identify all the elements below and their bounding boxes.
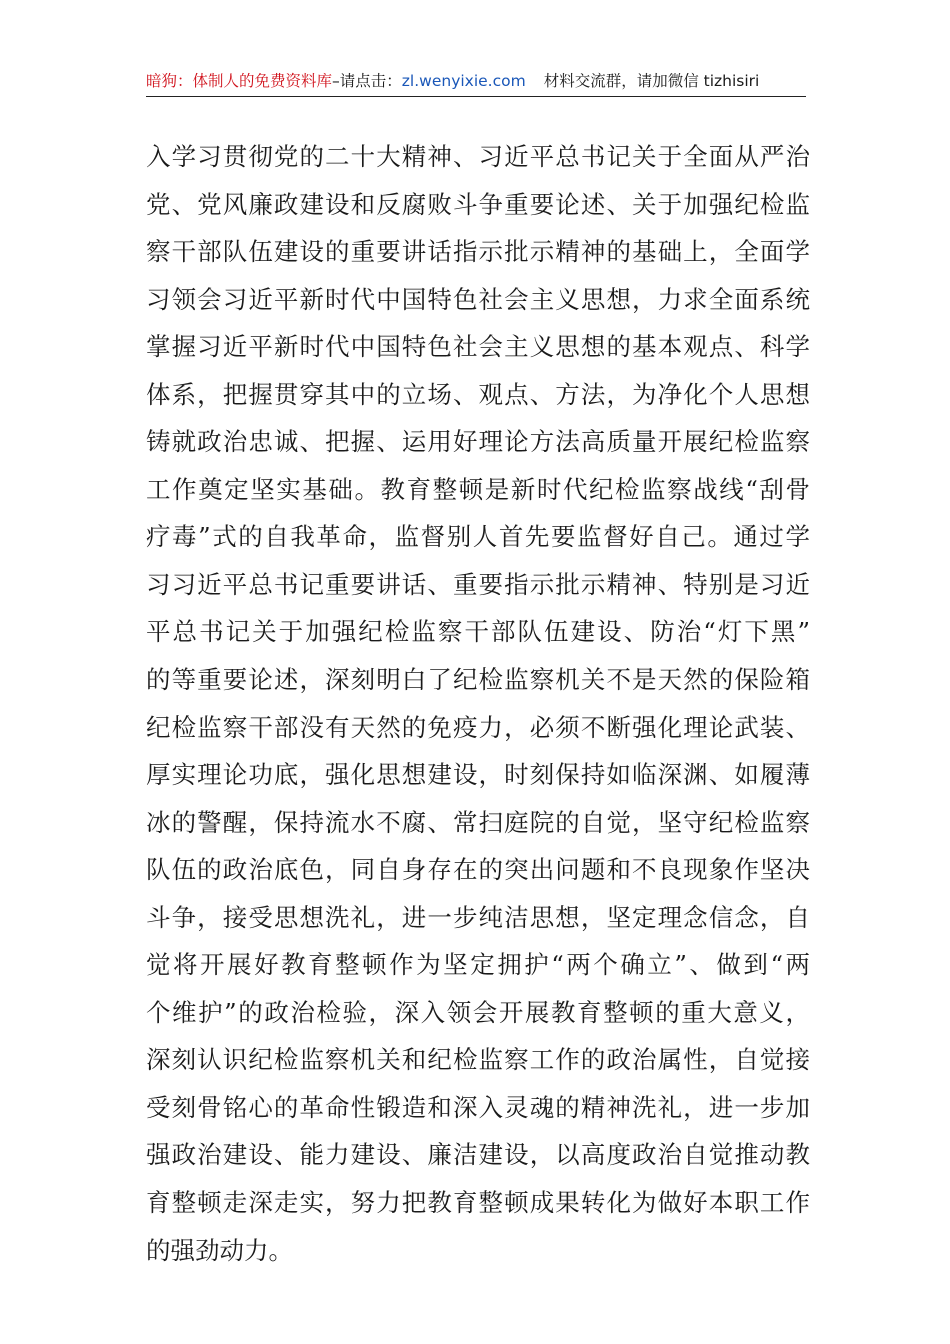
body-line-16: 队伍的政治底色，同自身存在的突出问题和不良现象作坚决 [146, 855, 810, 885]
header-brand: 暗狗：体制人的免费资料库 [146, 72, 333, 90]
body-line-9: 疗毒”式的自我革命，监督别人首先要监督好自己。通过学 [146, 522, 810, 552]
body-line-3: 察干部队伍建设的重要讲话指示批示精神的基础上，全面学 [146, 237, 810, 267]
body-line-11: 平总书记关于加强纪检监察干部队伍建设、防治“灯下黑” [146, 617, 810, 647]
body-line-6: 体系，把握贯穿其中的立场、观点、方法，为净化个人思想 [146, 379, 810, 409]
body-line-14: 厚实理论功底，强化思想建设，时刻保持如临深渊、如履薄 [146, 760, 810, 790]
body-line-20: 深刻认识纪检监察机关和纪检监察工作的政治属性，自觉接 [146, 1045, 810, 1075]
page-header [146, 66, 806, 97]
body-line-22: 强政治建设、能力建设、廉洁建设，以高度政治自觉推动教 [146, 1140, 810, 1170]
body-line-5: 掌握习近平新时代中国特色社会主义思想的基本观点、科学 [146, 332, 810, 362]
body-line-23: 育整顿走深走实，努力把教育整顿成果转化为做好本职工作 [146, 1188, 810, 1218]
header-contact: 材料交流群，请加微信 tizhisiri [543, 72, 760, 90]
body-line-1: 入学习贯彻党的二十大精神、习近平总书记关于全面从严治 [146, 142, 810, 171]
body-line-21: 受刻骨铭心的革命性锻造和深入灵魂的精神洗礼，进一步加 [146, 1092, 810, 1122]
body-line-7: 铸就政治忠诚、把握、运用好理论方法高质量开展纪检监察 [146, 427, 810, 457]
body-line-4: 习领会习近平新时代中国特色社会主义思想，力求全面系统 [146, 284, 810, 314]
body-line-2: 党、党风廉政建设和反腐败斗争重要论述、关于加强纪检监 [146, 189, 810, 219]
body-line-13: 纪检监察干部没有天然的免疫力，必须不断强化理论武装、 [146, 712, 810, 742]
body-line-15: 冰的警醒，保持流水不腐、常扫庭院的自觉，坚守纪检监察 [146, 807, 810, 837]
body-line-19: 个维护”的政治检验，深入领会开展教育整顿的重大意义， [146, 997, 810, 1027]
body-line-8: 工作奠定坚实基础。教育整顿是新时代纪检监察战线“刮骨 [146, 474, 810, 504]
header-prompt: –请点击： [332, 72, 402, 90]
body-line-10: 习习近平总书记重要讲话、重要指示批示精神、特别是习近 [146, 569, 810, 599]
body-line-18: 觉将开展好教育整顿作为坚定拥护“两个确立”、做到“两 [146, 950, 810, 980]
body-line-17: 斗争，接受思想洗礼，进一步纯洁思想，坚定理念信念，自 [146, 902, 810, 932]
document-body [146, 133, 810, 1274]
header-url-link[interactable]: zl.wenyixie.com [401, 72, 526, 90]
body-line-24: 的强劲动力。 [146, 1235, 293, 1265]
body-line-12: 的等重要论述，深刻明白了纪检监察机关不是天然的保险箱 [146, 665, 810, 695]
